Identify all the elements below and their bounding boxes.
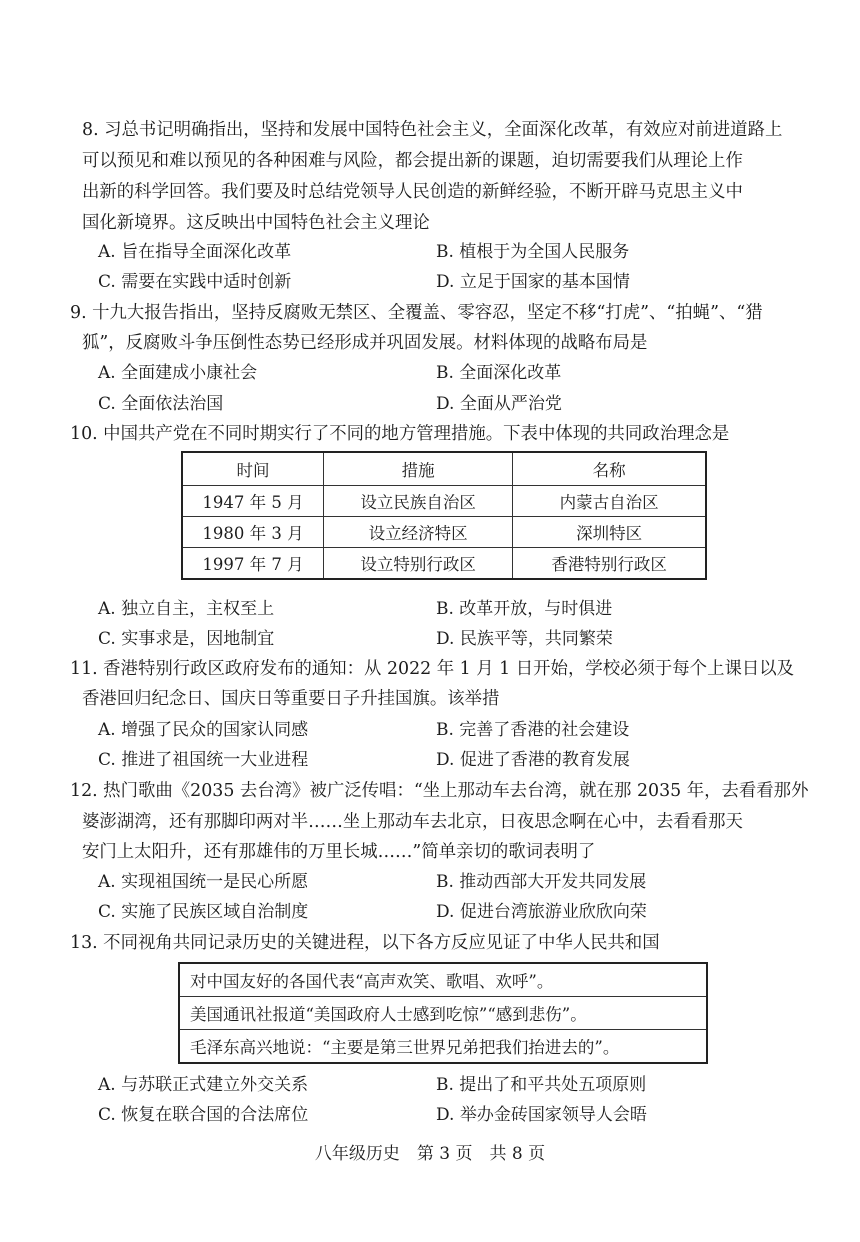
- question-11-line-1: 11. 香港特别行政区政府发布的通知：从 2022 年 1 月 1 日开始，学校必须于每个上课日以及: [70, 659, 795, 679]
- question-12-option-d: D. 促进台湾旅游业欣欣向荣: [436, 902, 647, 922]
- question-12-option-a: A. 实现祖国统一是民心所愿: [98, 872, 309, 892]
- table-cell: 1997 年 7 月: [182, 548, 324, 580]
- table-row: [182, 517, 706, 548]
- question-8-option-a: A. 旨在指导全面深化改革: [98, 242, 292, 262]
- question-8-option-d: D. 立足于国家的基本国情: [436, 272, 630, 292]
- question-8-line-2: 可以预见和难以预见的各种困难与风险，都会提出新的课题，迫切需要我们从理论上作: [82, 151, 743, 171]
- question-8-option-c: C. 需要在实践中适时创新: [98, 272, 292, 292]
- table-cell: 设立经济特区: [324, 517, 513, 548]
- table-header-cell: 名称: [513, 452, 706, 486]
- table-cell: 毛泽东高兴地说：“主要是第三世界兄弟把我们抬进去的”。: [179, 1030, 707, 1064]
- question-9-option-a: A. 全面建成小康社会: [98, 363, 258, 383]
- question-12-option-b: B. 推动西部大开发共同发展: [436, 872, 647, 892]
- question-13-option-c: C. 恢复在联合国的合法席位: [98, 1105, 309, 1125]
- question-11-option-d: D. 促进了香港的教育发展: [436, 750, 630, 770]
- question-8-line-4: 国化新境界。这反映出中国特色社会主义理论: [82, 213, 430, 233]
- table-row: [182, 548, 706, 580]
- question-12-option-c: C. 实施了民族区域自治制度: [98, 902, 309, 922]
- question-13-option-d: D. 举办金砖国家领导人会晤: [436, 1105, 647, 1125]
- question-8-option-b: B. 植根于为全国人民服务: [436, 242, 630, 262]
- question-9-option-d: D. 全面从严治党: [436, 394, 562, 414]
- table-cell: 美国通讯社报道“美国政府人士感到吃惊”“感到悲伤”。: [179, 997, 707, 1030]
- question-11-option-b: B. 完善了香港的社会建设: [436, 720, 630, 740]
- question-9-option-b: B. 全面深化改革: [436, 363, 562, 383]
- page-footer: 八年级历史 第 3 页 共 8 页: [314, 1144, 546, 1164]
- question-10-option-a: A. 独立自主，主权至上: [98, 599, 275, 619]
- question-9-line-1: 9. 十九大报告指出，坚持反腐败无禁区、全覆盖、零容忍，坚定不移“打虎”、“拍蝇”、“猎: [70, 303, 763, 323]
- question-12-line-3: 安门上太阳升，还有那雄伟的万里长城……”简单亲切的歌词表明了: [82, 842, 596, 862]
- question-10-option-c: C. 实事求是，因地制宜: [98, 629, 275, 649]
- table-row: [179, 1030, 707, 1064]
- table-cell: 对中国友好的各国代表“高声欢笑、歌唱、欢呼”。: [179, 963, 707, 997]
- table-row: [182, 486, 706, 517]
- question-12-line-2: 婆澎湖湾，还有那脚印两对半……坐上那动车去北京，日夜思念啊在心中，去看看那天: [82, 812, 743, 832]
- question-13-option-a: A. 与苏联正式建立外交关系: [98, 1075, 309, 1095]
- policy-table: [181, 451, 707, 580]
- table-header-cell: 时间: [182, 452, 324, 486]
- question-10-option-b: B. 改革开放，与时俱进: [436, 599, 613, 619]
- table-cell: 1980 年 3 月: [182, 517, 324, 548]
- question-13-line-1: 13. 不同视角共同记录历史的关键进程，以下各方反应见证了中华人民共和国: [70, 933, 660, 953]
- question-10-line-1: 10. 中国共产党在不同时期实行了不同的地方管理措施。下表中体现的共同政治理念是: [70, 424, 730, 444]
- question-11-line-2: 香港回归纪念日、国庆日等重要日子升挂国旗。该举措: [82, 689, 500, 709]
- question-13-option-b: B. 提出了和平共处五项原则: [436, 1075, 647, 1095]
- table-cell: 设立民族自治区: [324, 486, 513, 517]
- question-9-line-2: 狐”，反腐败斗争压倒性态势已经形成并巩固发展。材料体现的战略布局是: [82, 333, 648, 353]
- question-10-option-d: D. 民族平等，共同繁荣: [436, 629, 613, 649]
- table-cell: 设立特别行政区: [324, 548, 513, 580]
- table-row: [179, 997, 707, 1030]
- table-cell: 内蒙古自治区: [513, 486, 706, 517]
- question-12-line-1: 12. 热门歌曲《2035 去台湾》被广泛传唱：“坐上那动车去台湾，就在那 2035 年，去看看那外: [70, 781, 809, 801]
- question-8-line-3: 出新的科学回答。我们要及时总结党领导人民创造的新鲜经验，不断开辟马克思主义中: [82, 182, 743, 202]
- question-11-option-a: A. 增强了民众的国家认同感: [98, 720, 309, 740]
- reactions-table: [178, 962, 708, 1064]
- table-cell: 香港特别行政区: [513, 548, 706, 580]
- table-cell: 1947 年 5 月: [182, 486, 324, 517]
- table-header-cell: 措施: [324, 452, 513, 486]
- table-header-row: [182, 452, 706, 486]
- table-row: [179, 963, 707, 997]
- question-11-option-c: C. 推进了祖国统一大业进程: [98, 750, 309, 770]
- table-cell: 深圳特区: [513, 517, 706, 548]
- question-9-option-c: C. 全面依法治国: [98, 394, 224, 414]
- question-8-line-1: 8. 习总书记明确指出，坚持和发展中国特色社会主义，全面深化改革，有效应对前进道路上: [82, 120, 783, 140]
